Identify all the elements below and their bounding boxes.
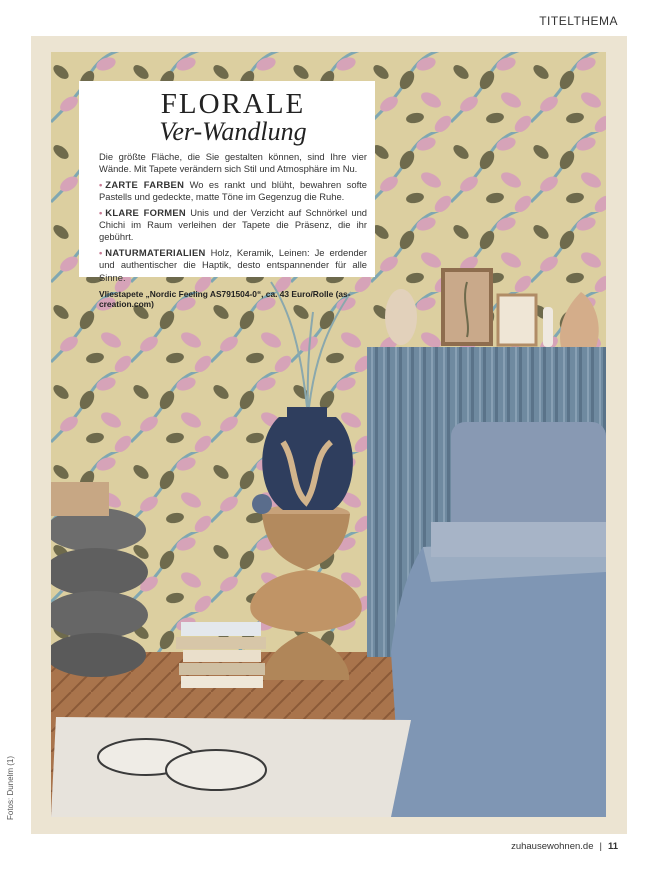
section-label: TITELTHEMA: [539, 14, 618, 28]
bullet-item: [99, 179, 367, 204]
footer-separator: |: [599, 841, 602, 852]
bullet-keyword: KLARE FORMEN: [105, 206, 186, 218]
bullet-item: [99, 207, 367, 244]
article-text-box: [79, 81, 375, 310]
bullet-item: [99, 247, 367, 284]
photo-credit: Fotos: Dunelm (1): [6, 755, 15, 820]
bullet-keyword: ZARTE FARBEN: [105, 178, 185, 190]
intro-paragraph: Die größte Fläche, die Sie gestalten können, sind Ihre vier Wände. Mit Tapete verändern sich Stil und Atmosphäre im Nu.: [99, 151, 367, 175]
bullet-dot-icon: •: [99, 178, 103, 190]
bullet-text: Wo es rankt und blüht, bewahren softe Pastells und gedeckte, matte Töne im Gegenzug die Ruhe.: [99, 178, 367, 203]
page-number: 11: [607, 841, 618, 852]
product-credit: Vliestapete „Nordic Feeling AS791504-0“, ca. 43 Euro/Rolle (as-creation.com): [99, 289, 351, 310]
bullet-text: Holz, Keramik, Leinen: Je erdender und authentischer die Haptik, desto entspannender für alle Sinne.: [99, 246, 368, 283]
bullet-dot-icon: •: [99, 206, 103, 218]
subheadline: Ver-Wandlung: [159, 117, 307, 146]
page-footer: [511, 841, 618, 852]
bullet-keyword: NATURMATERIALIEN: [105, 246, 206, 258]
bullet-text: Unis und der Verzicht auf Schnörkel und Chichi im Raum verleihen der Tapete die Präsenz, die ihr gebührt.: [99, 206, 367, 243]
website-link[interactable]: zuhausewohnen.de: [511, 841, 594, 852]
bullet-dot-icon: •: [99, 246, 103, 258]
headline: FLORALE: [160, 88, 306, 120]
